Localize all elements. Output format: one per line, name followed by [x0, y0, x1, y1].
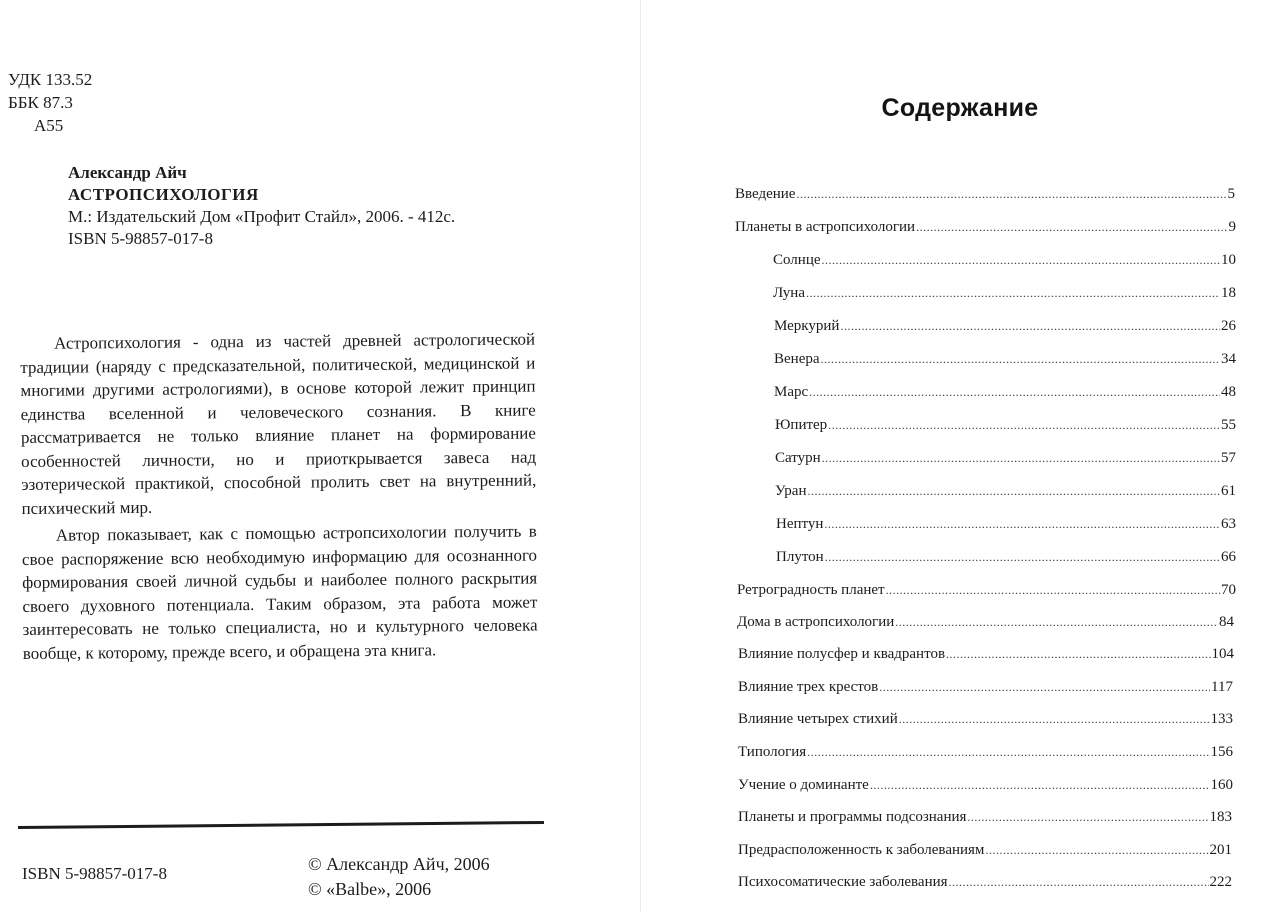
toc-entry — [776, 516, 1236, 533]
toc-entry-title: Предрасположенность к заболеваниям — [738, 842, 985, 858]
toc-entry — [776, 549, 1236, 566]
copyright-author: © Александр Айч, 2006 — [308, 854, 490, 874]
abstract-paragraph: Астропсихология - одна из частей древней астрологической традиции (наряду с предсказательной, политической, медицинской и многими другими астрологиями), в основе которой лежит принцип единства вселенной и человеческого сознания. В книге рассматривается не только влияние планет на формирование особенностей личности, но и приоткрывается завеса над эзотерической практикой, способной пролить свет на внутренний, психический мир. — [20, 329, 537, 518]
toc-dot-leader — [796, 187, 1226, 202]
toc-entry-title: Ретроградность планет — [737, 582, 885, 598]
toc-dot-leader — [809, 385, 1220, 400]
bibliographic-record — [68, 162, 455, 250]
toc-entry-page-number: 160 — [1210, 777, 1233, 793]
isbn: ISBN 5-98857-017-8 — [68, 229, 213, 248]
author-mark: А55 — [34, 116, 64, 135]
toc-dot-leader — [822, 451, 1220, 466]
toc-entry-title: Уран — [775, 483, 807, 499]
toc-dot-leader — [946, 647, 1210, 662]
toc-entry — [773, 285, 1236, 302]
table-of-contents — [640, 0, 1280, 912]
toc-entry — [774, 351, 1236, 368]
toc-dot-leader — [967, 810, 1208, 825]
toc-entry-title: Влияние трех крестов — [738, 679, 879, 695]
book-title: АСТРОПСИХОЛОГИЯ — [68, 185, 259, 204]
toc-dot-leader — [899, 712, 1210, 727]
toc-entry-title: Юпитер — [775, 417, 828, 433]
toc-dot-leader — [895, 615, 1218, 630]
imprint: М.: Издательский Дом «Профит Стайл», 2006. - 412с. — [68, 207, 456, 226]
toc-entry — [774, 384, 1236, 401]
toc-entry — [738, 646, 1234, 663]
toc-entry — [738, 711, 1233, 728]
toc-entry-title: Сатурн — [775, 450, 821, 466]
toc-dot-leader — [808, 484, 1221, 499]
copyright-publisher: © «Balbe», 2006 — [308, 879, 432, 899]
toc-entry-page-number: 18 — [1221, 285, 1236, 301]
toc-entry-page-number: 183 — [1209, 809, 1232, 825]
toc-entry-page-number: 9 — [1228, 219, 1236, 235]
toc-dot-leader — [824, 517, 1220, 532]
toc-entry — [738, 809, 1232, 826]
toc-entry — [738, 777, 1233, 794]
toc-entry-page-number: 61 — [1221, 483, 1236, 499]
copyright-block — [308, 852, 490, 902]
toc-entry — [737, 582, 1236, 599]
toc-entry-title: Плутон — [776, 549, 824, 565]
toc-entry-page-number: 34 — [1221, 351, 1236, 367]
toc-entry-title: Луна — [773, 285, 805, 301]
toc-entry-page-number: 63 — [1221, 516, 1236, 532]
toc-entry-page-number: 222 — [1209, 874, 1232, 890]
toc-entry — [738, 744, 1233, 761]
classification-codes — [8, 68, 92, 137]
toc-entry — [775, 417, 1236, 434]
toc-entry-title: Марс — [774, 384, 809, 400]
toc-dot-leader — [825, 550, 1220, 565]
toc-dot-leader — [840, 319, 1220, 334]
toc-dot-leader — [886, 583, 1220, 598]
toc-entry — [735, 219, 1236, 236]
toc-dot-leader — [985, 843, 1208, 858]
toc-entry-page-number: 70 — [1221, 582, 1236, 598]
toc-entry — [738, 679, 1233, 696]
divider-line — [18, 821, 544, 829]
toc-entry — [738, 842, 1232, 859]
toc-entry-title: Венера — [774, 351, 820, 367]
bbk-code: ББК 87.3 — [8, 93, 73, 112]
toc-entry-title: Дома в астропсихологии — [737, 614, 895, 630]
toc-entry — [775, 450, 1236, 467]
toc-entry-page-number: 133 — [1210, 711, 1233, 727]
toc-entry-page-number: 66 — [1221, 549, 1236, 565]
toc-dot-leader — [879, 680, 1210, 695]
toc-dot-leader — [821, 352, 1220, 367]
toc-entry-page-number: 26 — [1221, 318, 1236, 334]
toc-entry-page-number: 156 — [1210, 744, 1233, 760]
toc-entry-page-number: 10 — [1221, 252, 1236, 268]
abstract-paragraph: Автор показывает, как с помощью астропсихологии получить в свое распоряжение всю необходимую информацию для осознанного формирования своей личной судьбы и наиболее полного раскрытия своего духовного потенциала. Таким образом, эта работа может заинтересовать не только специалиста, но и культурного человека вообще, к которому, прежде всего, и обращена эта книга. — [21, 521, 538, 663]
footer-isbn: ISBN 5-98857-017-8 — [22, 864, 167, 883]
author-name: Александр Айч — [68, 163, 187, 182]
toc-entry-title: Введение — [735, 186, 796, 202]
toc-entry-page-number: 117 — [1211, 679, 1233, 695]
toc-entry-title: Влияние четырех стихий — [738, 711, 898, 727]
toc-dot-leader — [949, 875, 1209, 890]
contents-heading: Содержание — [881, 94, 1039, 122]
toc-entry-title: Влияние полусфер и квадрантов — [738, 646, 946, 662]
toc-entry — [737, 614, 1234, 631]
toc-entry — [773, 252, 1236, 269]
toc-dot-leader — [807, 745, 1209, 760]
toc-entry — [774, 318, 1236, 335]
toc-entry-title: Солнце — [773, 252, 821, 268]
toc-entry — [735, 186, 1235, 203]
toc-entry-title: Нептун — [776, 516, 824, 532]
toc-entry-title: Типология — [738, 744, 807, 760]
toc-entry-page-number: 48 — [1221, 384, 1236, 400]
toc-entry — [775, 483, 1236, 500]
toc-entry-title: Планеты в астропсихологии — [735, 219, 916, 235]
toc-entry-page-number: 84 — [1219, 614, 1234, 630]
toc-entry-page-number: 57 — [1221, 450, 1236, 466]
toc-entry-title: Планеты и программы подсознания — [738, 809, 967, 825]
toc-dot-leader — [916, 220, 1227, 235]
toc-entry-title: Учение о доминанте — [738, 777, 869, 793]
toc-entry-page-number: 55 — [1221, 417, 1236, 433]
toc-entry-page-number: 104 — [1211, 646, 1234, 662]
toc-dot-leader — [806, 286, 1220, 301]
toc-dot-leader — [822, 253, 1220, 268]
toc-dot-leader — [828, 418, 1220, 433]
right-page — [640, 0, 1280, 912]
udk-code: УДК 133.52 — [8, 70, 93, 89]
toc-entry-page-number: 201 — [1209, 842, 1232, 858]
toc-entry-page-number: 5 — [1227, 186, 1235, 202]
toc-dot-leader — [870, 778, 1210, 793]
toc-entry-title: Психосоматические заболевания — [738, 874, 948, 890]
toc-entry-title: Меркурий — [774, 318, 840, 334]
toc-entry — [738, 874, 1232, 891]
abstract — [20, 328, 538, 669]
